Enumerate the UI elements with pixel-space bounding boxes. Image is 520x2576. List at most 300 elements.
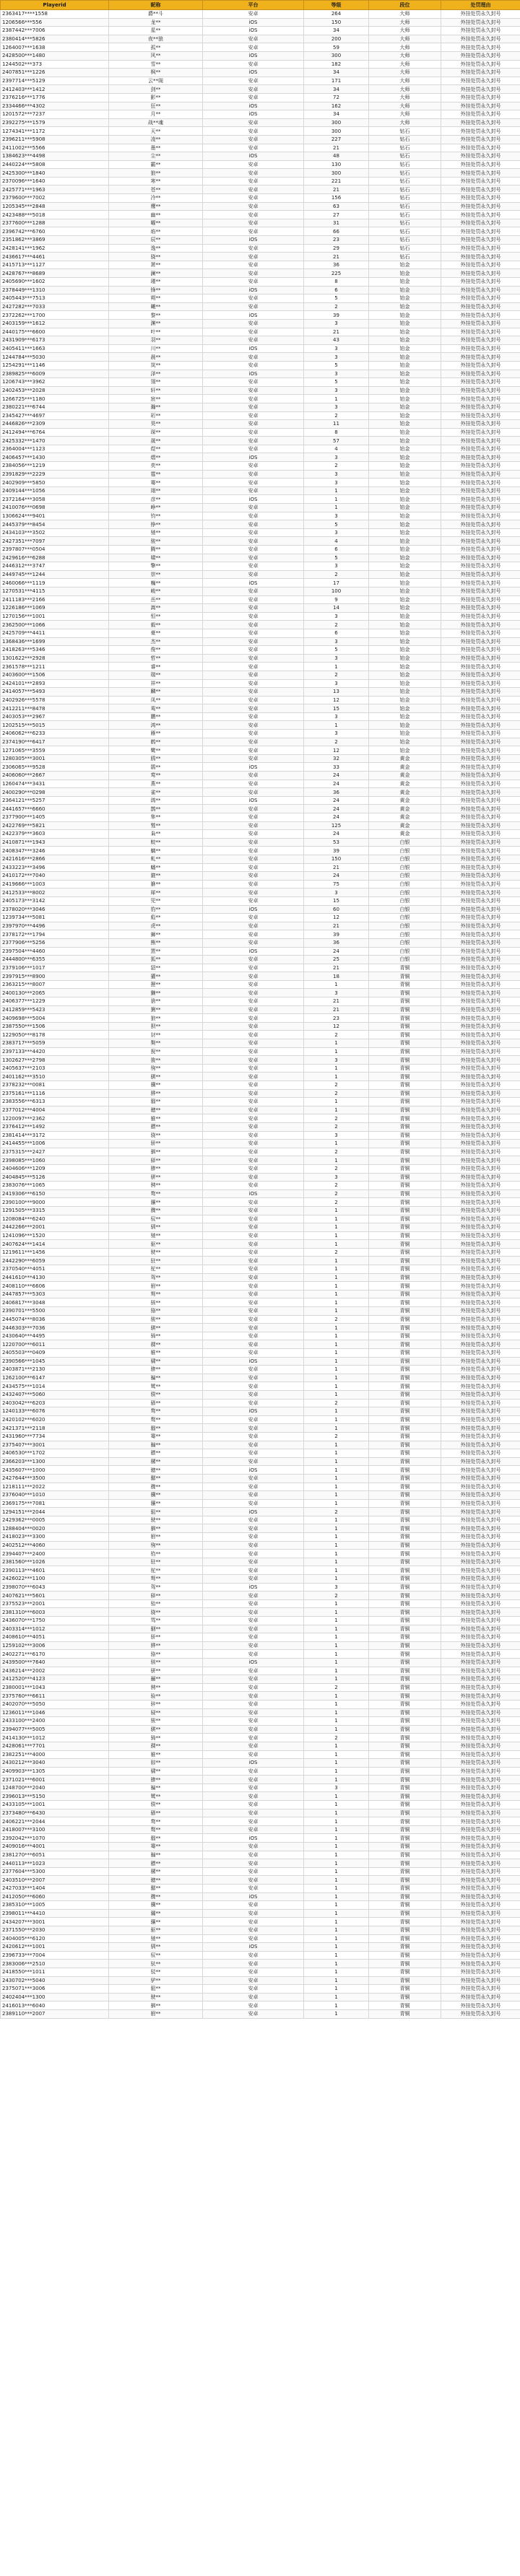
level-cell: 3	[304, 344, 369, 353]
reason-cell: 外挂处罚永久封号	[441, 1767, 520, 1776]
playerid-cell: 1266725***1180	[1, 395, 109, 403]
table-row	[1, 712, 520, 721]
platform-cell: 安卓	[203, 637, 304, 646]
header-playerid: Playerid	[1, 1, 109, 10]
reason-cell: 外挂处罚永久封号	[441, 160, 520, 169]
nickname-cell: 莺**	[109, 772, 203, 780]
level-cell: 3	[304, 1056, 369, 1065]
reason-cell: 外挂处罚永久封号	[441, 1407, 520, 1416]
table-row	[1, 570, 520, 579]
rank-cell: 青铜	[369, 1248, 441, 1257]
platform-cell: 安卓	[203, 278, 304, 287]
rank-cell: 铂金	[369, 403, 441, 411]
reason-cell: 外挂处罚永久封号	[441, 947, 520, 956]
playerid-cell: 1236011***1046	[1, 1708, 109, 1717]
reason-cell: 外挂处罚永久封号	[441, 144, 520, 152]
playerid-cell: 2378232***0081	[1, 1081, 109, 1090]
reason-cell: 外挂处罚永久封号	[441, 102, 520, 110]
playerid-cell: 2375161***1116	[1, 1089, 109, 1098]
nickname-cell: 奕**	[109, 462, 203, 471]
table-row	[1, 127, 520, 136]
table-row	[1, 118, 520, 127]
level-cell: 2	[304, 570, 369, 579]
level-cell: 1	[304, 1993, 369, 2001]
table-row	[1, 169, 520, 178]
reason-cell: 外挂处罚永久封号	[441, 629, 520, 637]
rank-cell: 铂金	[369, 604, 441, 613]
rank-cell: 黄金	[369, 754, 441, 763]
playerid-cell: 2415713***1127	[1, 261, 109, 269]
level-cell: 2	[304, 621, 369, 629]
platform-cell: 安卓	[203, 411, 304, 420]
rank-cell: 青铜	[369, 1783, 441, 1792]
table-row	[1, 1290, 520, 1298]
nickname-cell: 朔**	[109, 294, 203, 303]
rank-cell: 铂金	[369, 654, 441, 663]
rank-cell: 铂金	[369, 361, 441, 370]
level-cell: 24	[304, 830, 369, 839]
reason-cell: 外挂处罚永久封号	[441, 1725, 520, 1734]
nickname-cell: 驭**	[109, 1951, 203, 1960]
platform-cell: 安卓	[203, 888, 304, 897]
table-row	[1, 813, 520, 822]
table-row	[1, 1717, 520, 1726]
playerid-cell: 2405443***7513	[1, 294, 109, 303]
table-row	[1, 1039, 520, 1048]
reason-cell: 外挂处罚永久封号	[441, 1809, 520, 1817]
platform-cell: 安卓	[203, 253, 304, 261]
nickname-cell: 擎**	[109, 562, 203, 571]
table-row	[1, 1248, 520, 1257]
level-cell: 1	[304, 1926, 369, 1934]
rank-cell: 青铜	[369, 1700, 441, 1708]
nickname-cell: 犀**	[109, 888, 203, 897]
rank-cell: 铂金	[369, 437, 441, 445]
platform-cell: 安卓	[203, 1499, 304, 1508]
reason-cell: 外挂处罚永久封号	[441, 914, 520, 922]
level-cell: 1	[304, 1809, 369, 1817]
playerid-cell: 2375315***2427	[1, 1148, 109, 1156]
table-row	[1, 1993, 520, 2001]
table-row	[1, 253, 520, 261]
reason-cell: 外挂处罚永久封号	[441, 1700, 520, 1708]
nickname-cell: 凌**	[109, 135, 203, 144]
table-row	[1, 1382, 520, 1391]
level-cell: 23	[304, 236, 369, 245]
platform-cell: iOS	[203, 102, 304, 110]
playerid-cell: 2406377***1229	[1, 997, 109, 1006]
reason-cell: 外挂处罚永久封号	[441, 504, 520, 512]
reason-cell: 外挂处罚永久封号	[441, 43, 520, 52]
platform-cell: 安卓	[203, 118, 304, 127]
table-row	[1, 1533, 520, 1542]
nickname-cell: 鸥**	[109, 754, 203, 763]
nickname-cell: 貔**	[109, 872, 203, 881]
nickname-cell: 骅**	[109, 1641, 203, 1650]
level-cell: 171	[304, 77, 369, 85]
playerid-cell: 2408347***3246	[1, 847, 109, 855]
table-row	[1, 1892, 520, 1901]
playerid-cell: 1206566***556	[1, 18, 109, 27]
playerid-cell: 2390113***4601	[1, 1566, 109, 1575]
reason-cell: 外挂处罚永久封号	[441, 671, 520, 679]
platform-cell: 安卓	[203, 1005, 304, 1014]
platform-cell: 安卓	[203, 1750, 304, 1759]
nickname-cell: 琛**	[109, 428, 203, 437]
table-row	[1, 1650, 520, 1659]
platform-cell: 安卓	[203, 863, 304, 872]
nickname-cell: 驽**	[109, 1575, 203, 1584]
playerid-cell: 2433223***3496	[1, 863, 109, 872]
table-row	[1, 1633, 520, 1642]
nickname-cell: 骑**	[109, 1332, 203, 1340]
table-row	[1, 1516, 520, 1524]
rank-cell: 大师	[369, 35, 441, 43]
reason-cell: 外挂处罚永久封号	[441, 570, 520, 579]
nickname-cell: 瀚**	[109, 403, 203, 411]
level-cell: 53	[304, 838, 369, 847]
reason-cell: 外挂处罚永久封号	[441, 77, 520, 85]
header-row	[1, 1, 520, 10]
table-row	[1, 972, 520, 981]
playerid-cell: 2380221***6744	[1, 403, 109, 411]
level-cell: 1	[304, 1558, 369, 1566]
playerid-cell: 2419306***6150	[1, 1189, 109, 1198]
playerid-cell: 2433105***1001	[1, 1801, 109, 1809]
level-cell: 3	[304, 730, 369, 738]
level-cell: 1	[304, 1047, 369, 1056]
level-cell: 2	[304, 1508, 369, 1516]
playerid-cell: 1220700***6011	[1, 1340, 109, 1349]
table-row	[1, 1047, 520, 1056]
reason-cell: 外挂处罚永久封号	[441, 1943, 520, 1952]
level-cell: 33	[304, 763, 369, 772]
level-cell: 1	[304, 1742, 369, 1750]
playerid-cell: 2402070***5050	[1, 1700, 109, 1708]
table-row	[1, 930, 520, 939]
rank-cell: 青铜	[369, 1675, 441, 1684]
playerid-cell: 2424101***2893	[1, 679, 109, 688]
playerid-cell: 2397133***4420	[1, 1047, 109, 1056]
rank-cell: 铂金	[369, 587, 441, 595]
table-row	[1, 905, 520, 914]
nickname-cell: 鹰**	[109, 202, 203, 211]
platform-cell: 安卓	[203, 1282, 304, 1291]
playerid-cell: 1302627***2798	[1, 1056, 109, 1065]
platform-cell: 安卓	[203, 872, 304, 881]
nickname-cell: 骞**	[109, 1843, 203, 1851]
playerid-cell: 2412403***1412	[1, 85, 109, 94]
table-row	[1, 378, 520, 387]
table-row	[1, 1667, 520, 1675]
level-cell: 2	[304, 462, 369, 471]
rank-cell: 青铜	[369, 1382, 441, 1391]
platform-cell: 安卓	[203, 470, 304, 479]
level-cell: 63	[304, 202, 369, 211]
playerid-cell: 2394407***2400	[1, 1550, 109, 1558]
platform-cell: iOS	[203, 27, 304, 35]
reason-cell: 外挂处罚永久封号	[441, 1993, 520, 2001]
rank-cell: 白银	[369, 847, 441, 855]
table-row	[1, 35, 520, 43]
rank-cell: 铂金	[369, 679, 441, 688]
platform-cell: 安卓	[203, 1240, 304, 1249]
platform-cell: 安卓	[203, 738, 304, 746]
playerid-cell: 2390701***5500	[1, 1307, 109, 1316]
reason-cell: 外挂处罚永久封号	[441, 1047, 520, 1056]
reason-cell: 外挂处罚永久封号	[441, 938, 520, 947]
nickname-cell: 孤**	[109, 43, 203, 52]
level-cell: 300	[304, 118, 369, 127]
table-row	[1, 1683, 520, 1692]
platform-cell: 安卓	[203, 956, 304, 964]
platform-cell: 安卓	[203, 1098, 304, 1106]
platform-cell: 安卓	[203, 1182, 304, 1190]
platform-cell: iOS	[203, 763, 304, 772]
nickname-cell: 貂**	[109, 964, 203, 972]
reason-cell: 外挂处罚永久封号	[441, 997, 520, 1006]
reason-cell: 外挂处罚永久封号	[441, 813, 520, 822]
platform-cell: 安卓	[203, 997, 304, 1006]
nickname-cell: 骔**	[109, 1759, 203, 1768]
table-row	[1, 1976, 520, 1985]
platform-cell: 安卓	[203, 1926, 304, 1934]
platform-cell: 安卓	[203, 1650, 304, 1659]
rank-cell: 青铜	[369, 1257, 441, 1265]
reason-cell: 外挂处罚永久封号	[441, 654, 520, 663]
level-cell: 21	[304, 1005, 369, 1014]
playerid-cell: 2435607***1000	[1, 1466, 109, 1475]
rank-cell: 白银	[369, 888, 441, 897]
platform-cell: 安卓	[203, 1876, 304, 1885]
playerid-cell: 2396733***7004	[1, 1951, 109, 1960]
table-row	[1, 872, 520, 881]
platform-cell: 安卓	[203, 930, 304, 939]
rank-cell: 黄金	[369, 763, 441, 772]
nickname-cell: 骈**	[109, 1173, 203, 1182]
rank-cell: 青铜	[369, 1081, 441, 1090]
reason-cell: 外挂处罚永久封号	[441, 1641, 520, 1650]
platform-cell: 安卓	[203, 1056, 304, 1065]
reason-cell: 外挂处罚永久封号	[441, 1566, 520, 1575]
table-row	[1, 938, 520, 947]
nickname-cell: 驾**	[109, 1583, 203, 1592]
platform-cell: 安卓	[203, 604, 304, 613]
nickname-cell: 骁**	[109, 253, 203, 261]
nickname-cell: 驷**	[109, 1148, 203, 1156]
platform-cell: 安卓	[203, 1290, 304, 1298]
rank-cell: 青铜	[369, 1424, 441, 1433]
nickname-cell: 骞**	[109, 1432, 203, 1441]
playerid-cell: 2436617***4461	[1, 253, 109, 261]
rank-cell: 黄金	[369, 821, 441, 830]
level-cell: 1	[304, 1265, 369, 1274]
level-cell: 1	[304, 1658, 369, 1667]
playerid-cell: 2402909***5850	[1, 479, 109, 487]
table-row	[1, 562, 520, 571]
platform-cell: 安卓	[203, 1575, 304, 1584]
level-cell: 15	[304, 896, 369, 905]
rank-cell: 青铜	[369, 1374, 441, 1382]
nickname-cell: 骑**	[109, 1734, 203, 1742]
platform-cell: 安卓	[203, 1825, 304, 1834]
nickname-cell: 獒**	[109, 1039, 203, 1048]
reason-cell: 外挂处罚永久封号	[441, 1499, 520, 1508]
platform-cell: iOS	[203, 236, 304, 245]
nickname-cell: 骄**	[109, 1633, 203, 1642]
level-cell: 1	[304, 2009, 369, 2018]
reason-cell: 外挂处罚永久封号	[441, 1783, 520, 1792]
reason-cell: 外挂处罚永久封号	[441, 712, 520, 721]
platform-cell: iOS	[203, 1834, 304, 1843]
level-cell: 1	[304, 1767, 369, 1776]
platform-cell: 安卓	[203, 847, 304, 855]
platform-cell: 安卓	[203, 704, 304, 713]
table-row	[1, 1918, 520, 1926]
reason-cell: 外挂处罚永久封号	[441, 479, 520, 487]
level-cell: 1	[304, 1708, 369, 1717]
playerid-cell: 2396742***6760	[1, 227, 109, 236]
table-row	[1, 1324, 520, 1332]
rank-cell: 铂金	[369, 646, 441, 655]
table-row	[1, 964, 520, 972]
reason-cell: 外挂处罚永久封号	[441, 27, 520, 35]
level-cell: 1	[304, 1349, 369, 1358]
reason-cell: 外挂处罚永久封号	[441, 1022, 520, 1031]
rank-cell: 大师	[369, 43, 441, 52]
table-row	[1, 445, 520, 453]
level-cell: 2	[304, 1164, 369, 1173]
rank-cell: 青铜	[369, 1742, 441, 1750]
nickname-cell: 霸**	[109, 160, 203, 169]
reason-cell: 外挂处罚永久封号	[441, 1951, 520, 1960]
platform-cell: iOS	[203, 1189, 304, 1198]
playerid-cell: 2403053***2967	[1, 712, 109, 721]
table-row	[1, 261, 520, 269]
nickname-cell: 驳**	[109, 1968, 203, 1976]
rank-cell: 钻石	[369, 194, 441, 203]
playerid-cell: 2404005***6120	[1, 1934, 109, 1943]
platform-cell: 安卓	[203, 1257, 304, 1265]
reason-cell: 外挂处罚永久封号	[441, 1441, 520, 1449]
nickname-cell: 狸**	[109, 980, 203, 989]
rank-cell: 青铜	[369, 1206, 441, 1215]
playerid-cell: 2410172***7040	[1, 872, 109, 881]
rank-cell: 钻石	[369, 185, 441, 194]
nickname-cell: 骝**	[109, 1424, 203, 1433]
playerid-cell: 1206743***3962	[1, 378, 109, 387]
level-cell: 18	[304, 972, 369, 981]
nickname-cell: 鸾**	[109, 704, 203, 713]
level-cell: 2	[304, 1122, 369, 1131]
platform-cell: 安卓	[203, 938, 304, 947]
playerid-cell: 2429362***0005	[1, 1516, 109, 1524]
level-cell: 1	[304, 1776, 369, 1784]
platform-cell: 安卓	[203, 1215, 304, 1223]
rank-cell: 铂金	[369, 386, 441, 395]
rank-cell: 白银	[369, 872, 441, 881]
platform-cell: 安卓	[203, 1558, 304, 1566]
table-row	[1, 286, 520, 294]
reason-cell: 外挂处罚永久封号	[441, 1131, 520, 1140]
level-cell: 34	[304, 85, 369, 94]
level-cell: 5	[304, 520, 369, 529]
nickname-cell: 驵**	[109, 1985, 203, 1994]
platform-cell: iOS	[203, 1759, 304, 1768]
nickname-cell: 鹊**	[109, 805, 203, 813]
playerid-cell: 2389825***6009	[1, 370, 109, 378]
table-row	[1, 587, 520, 595]
table-row	[1, 1491, 520, 1500]
nickname-cell: 蛟**	[109, 838, 203, 847]
reason-cell: 外挂处罚永久封号	[441, 1843, 520, 1851]
table-row	[1, 821, 520, 830]
rank-cell: 青铜	[369, 1466, 441, 1475]
reason-cell: 外挂处罚永久封号	[441, 1349, 520, 1358]
platform-cell: 安卓	[203, 880, 304, 888]
rank-cell: 黄金	[369, 772, 441, 780]
reason-cell: 外挂处罚永久封号	[441, 1825, 520, 1834]
rank-cell: 青铜	[369, 1508, 441, 1516]
playerid-cell: 2372262***1700	[1, 311, 109, 320]
level-cell: 1	[304, 1641, 369, 1650]
level-cell: 1	[304, 1457, 369, 1466]
level-cell: 1	[304, 1901, 369, 1910]
reason-cell: 外挂处罚永久封号	[441, 1449, 520, 1458]
table-row	[1, 302, 520, 311]
playerid-cell: 2441610***4130	[1, 1273, 109, 1282]
reason-cell: 外挂处罚永久封号	[441, 805, 520, 813]
playerid-cell: 1226186***1069	[1, 604, 109, 613]
reason-cell: 外挂处罚永久封号	[441, 721, 520, 730]
platform-cell: 安卓	[203, 1524, 304, 1533]
table-row	[1, 1449, 520, 1458]
level-cell: 3	[304, 319, 369, 328]
playerid-cell: 2425709***4411	[1, 629, 109, 637]
rank-cell: 青铜	[369, 1148, 441, 1156]
table-row	[1, 361, 520, 370]
table-row	[1, 1583, 520, 1592]
rank-cell: 铂金	[369, 445, 441, 453]
reason-cell: 外挂处罚永久封号	[441, 896, 520, 905]
rank-cell: 大师	[369, 85, 441, 94]
level-cell: 3	[304, 679, 369, 688]
reason-cell: 外挂处罚永久封号	[441, 1189, 520, 1198]
nickname-cell: 焰**	[109, 227, 203, 236]
rank-cell: 铂金	[369, 554, 441, 562]
rank-cell: 青铜	[369, 1725, 441, 1734]
playerid-cell: 2397970***4496	[1, 922, 109, 930]
reason-cell: 外挂处罚永久封号	[441, 361, 520, 370]
reason-cell: 外挂处罚永久封号	[441, 1366, 520, 1374]
level-cell: 39	[304, 847, 369, 855]
level-cell: 300	[304, 51, 369, 60]
rank-cell: 青铜	[369, 1415, 441, 1424]
rank-cell: 青铜	[369, 1056, 441, 1065]
rank-cell: 铂金	[369, 696, 441, 704]
playerid-cell: 2372164***3058	[1, 495, 109, 504]
rank-cell: 铂金	[369, 453, 441, 462]
nickname-cell: 俊**	[109, 646, 203, 655]
level-cell: 2	[304, 1198, 369, 1207]
table-row	[1, 428, 520, 437]
level-cell: 1	[304, 1098, 369, 1106]
rank-cell: 青铜	[369, 1474, 441, 1483]
level-cell: 3	[304, 637, 369, 646]
playerid-cell: 2371021***6001	[1, 1776, 109, 1784]
table-row	[1, 185, 520, 194]
nickname-cell: 骗**	[109, 1374, 203, 1382]
